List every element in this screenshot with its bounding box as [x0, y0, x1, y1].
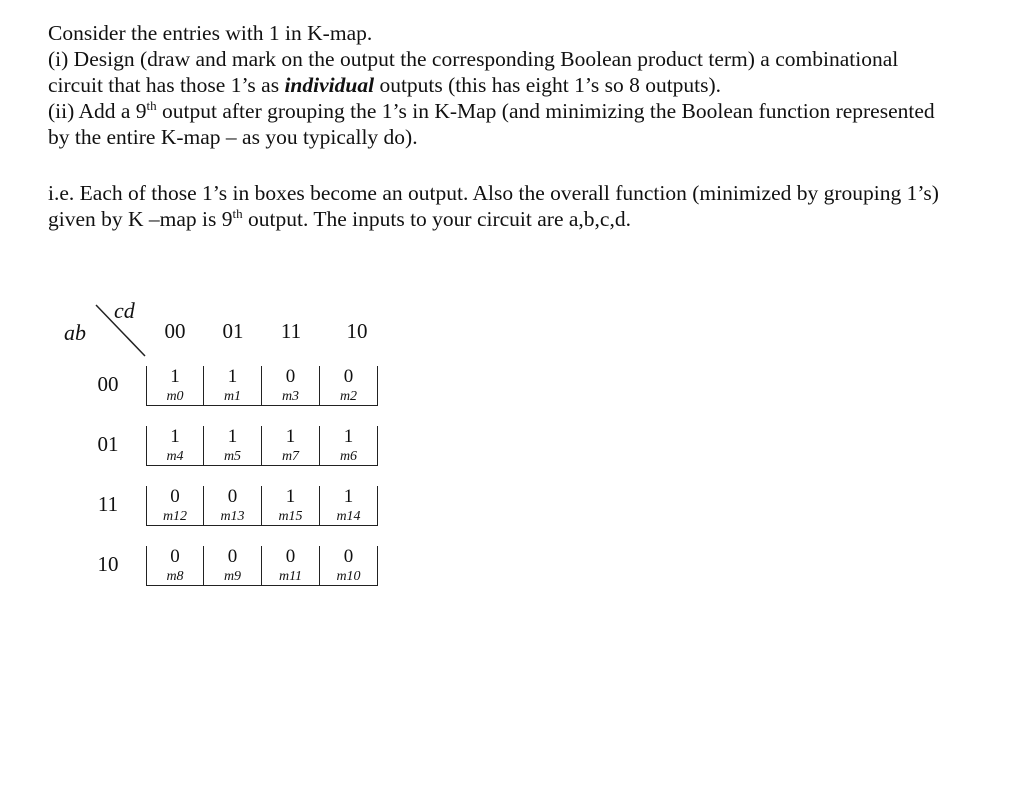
kmap-cell	[204, 426, 262, 466]
cell-minterm-label: m11	[278, 569, 303, 584]
cell-minterm-label: m5	[223, 449, 242, 464]
kmap-cell	[262, 486, 320, 526]
cell-value: 1	[343, 486, 354, 507]
cell-value: 0	[227, 486, 238, 507]
kmap-cell	[320, 366, 378, 406]
cell-minterm-label: m13	[220, 509, 245, 524]
kmap-cell	[146, 486, 204, 526]
row-header: 00	[97, 372, 119, 396]
cell-minterm-label: m1	[223, 389, 242, 404]
cell-value: 1	[285, 486, 296, 507]
kmap-cell	[262, 366, 320, 406]
row-variable-label: ab	[64, 320, 86, 345]
cell-minterm-label: m12	[162, 509, 188, 524]
cell-minterm-label: m15	[278, 509, 303, 524]
cell-value: 1	[343, 426, 354, 447]
kmap-cell	[320, 546, 378, 586]
kmap-cell	[146, 366, 204, 406]
cell-value: 1	[170, 426, 180, 447]
cell-minterm-label: m2	[339, 389, 358, 404]
kmap-cell	[146, 546, 204, 586]
part2-line-2: by the entire K-map – as you typically do).	[48, 125, 418, 149]
cell-minterm-label: m8	[166, 569, 184, 584]
cell-value: 1	[170, 366, 180, 387]
cell-value: 0	[285, 546, 296, 567]
row-header: 01	[97, 432, 119, 456]
cell-minterm-label: m4	[166, 449, 184, 464]
cell-value: 1	[227, 366, 238, 387]
cell-minterm-label: m6	[339, 449, 358, 464]
cell-value: 0	[343, 546, 354, 567]
cell-minterm-label: m0	[166, 389, 184, 404]
part1-line-2: circuit that has those 1’s as individual outputs (this has eight 1’s so 8 outputs).	[48, 73, 722, 97]
emphasis-individual: individual	[284, 73, 375, 97]
ie-line-2: given by K –map is 9th output. The inputs to your circuit are a,b,c,d.	[48, 206, 631, 231]
cell-value: 0	[227, 546, 238, 567]
cell-value: 0	[343, 366, 354, 387]
kmap-cell	[204, 366, 262, 406]
kmap-cell	[320, 426, 378, 466]
cell-value: 1	[285, 426, 296, 447]
cell-minterm-label: m9	[223, 569, 242, 584]
cell-minterm-label: m3	[281, 389, 300, 404]
kmap-cell	[262, 426, 320, 466]
row-header: 11	[97, 492, 119, 516]
kmap-cell	[204, 486, 262, 526]
kmap-cell	[320, 486, 378, 526]
kmap-cell	[204, 546, 262, 586]
row-header: 10	[97, 552, 119, 576]
cell-minterm-label: m7	[281, 449, 300, 464]
part2-line-1: (ii) Add a 9th output after grouping the 1’s in K-Map (and minimizing the Boolean function represented	[48, 98, 935, 123]
cell-value: 0	[170, 486, 180, 507]
cell-minterm-label: m10	[336, 569, 361, 584]
col-header: 01	[222, 319, 244, 343]
intro-line: Consider the entries with 1 in K-map.	[48, 21, 373, 45]
ie-line-1: i.e. Each of those 1’s in boxes become an output. Also the overall function (minimized by grouping 1’s)	[48, 181, 939, 205]
part1-line-1: (i) Design (draw and mark on the output the corresponding Boolean product term) a combinational	[48, 47, 899, 71]
col-variable-label: cd	[114, 298, 135, 323]
cell-value: 1	[227, 426, 238, 447]
cell-value: 0	[285, 366, 296, 387]
cell-minterm-label: m14	[336, 509, 361, 524]
kmap-cell	[262, 546, 320, 586]
cell-value: 0	[170, 546, 180, 567]
kmap-cell	[146, 426, 204, 466]
col-header: 11	[280, 319, 302, 343]
col-header: 00	[164, 319, 186, 343]
col-header: 10	[346, 319, 368, 343]
